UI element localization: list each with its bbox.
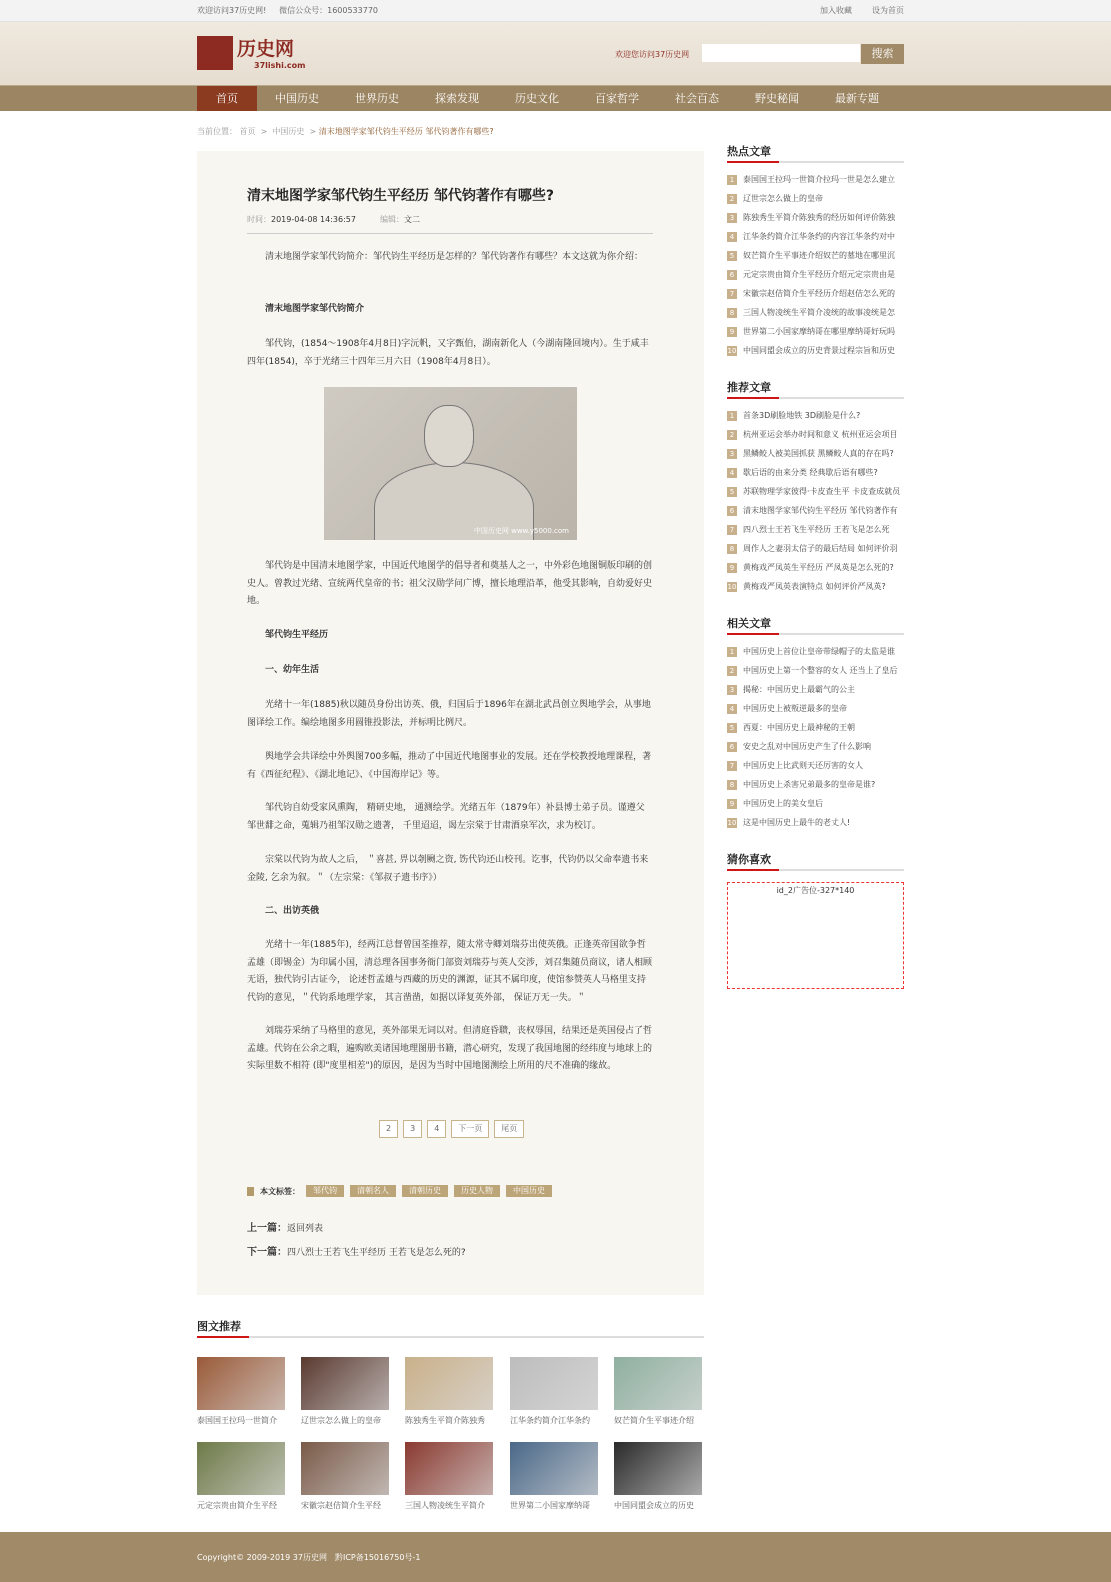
gallery-item[interactable]: [614, 1442, 702, 1511]
list-item[interactable]: [727, 410, 904, 429]
article-list: [727, 410, 904, 600]
tag-link[interactable]: 中国历史: [506, 1185, 552, 1197]
paragraph: 舆地学会共译绘中外舆图700多幅，推动了中国近代地图事业的发展。还在学校教授地理课程，著有《西征纪程》、《湖北地记》、《中国海岸记》等。: [247, 752, 652, 780]
rank-badge: 3: [727, 685, 737, 695]
article: [197, 151, 704, 1295]
nav-item[interactable]: 社会百态: [675, 92, 719, 105]
list-item[interactable]: [727, 543, 904, 562]
tag-link[interactable]: 清朝名人: [350, 1185, 396, 1197]
gallery-thumbnail[interactable]: [301, 1442, 389, 1495]
list-item-title[interactable]: 苏联物理学家彼得·卡皮查生平 卡皮查成就员: [743, 487, 901, 496]
rank-badge: 3: [727, 449, 737, 459]
gallery-thumbnail[interactable]: [614, 1442, 702, 1495]
rank-badge: 9: [727, 327, 737, 337]
list-item[interactable]: [727, 231, 904, 250]
copyright-text: Copyright© 2009-2019 37历史网 黔ICP备15016750号-1: [197, 1553, 421, 1562]
section-heading: 邹代钧生平经历: [265, 630, 329, 640]
list-item[interactable]: [727, 345, 904, 364]
section-heading: 一、幼年生活: [265, 665, 320, 675]
wechat-text: 微信公众号：1600533770: [279, 6, 379, 15]
list-item-title[interactable]: 黑鳞鲛人被美国抓获 黑鳞鲛人真的存在吗?: [743, 449, 894, 458]
gallery-thumbnail[interactable]: [405, 1442, 493, 1495]
nav-item[interactable]: 中国历史: [275, 92, 319, 105]
sidebar-section: [727, 615, 904, 836]
rank-badge: 4: [727, 232, 737, 242]
sidebar-section: [727, 379, 904, 600]
gallery-caption[interactable]: 辽世宗怎么做上的皇帝: [301, 1416, 381, 1425]
rank-badge: 5: [727, 251, 737, 261]
nav-item[interactable]: 首页: [197, 86, 257, 111]
gallery-item[interactable]: [510, 1442, 598, 1511]
list-item[interactable]: [727, 193, 904, 212]
guess-you-like: [727, 851, 904, 989]
rank-badge: 1: [727, 411, 737, 421]
sidebar-heading: 猜你喜欢: [727, 851, 904, 871]
gallery-thumbnail[interactable]: [614, 1357, 702, 1410]
gallery-thumbnail[interactable]: [405, 1357, 493, 1410]
list-item-title[interactable]: 歇后语的由来分类 经典歇后语有哪些?: [743, 468, 878, 477]
rank-badge: 4: [727, 468, 737, 478]
list-item[interactable]: [727, 250, 904, 269]
rank-badge: 8: [727, 544, 737, 554]
rank-badge: 7: [727, 525, 737, 535]
list-item[interactable]: [727, 486, 904, 505]
great-wall-logo-icon: [197, 36, 233, 70]
paragraph: 宗棠以代钧为故人之后， ＂喜甚, 畀以剞劂之资, 饬代钧还山校刊。讫事，代钧仍以父命奉遗书来金陵, 乞余为叙。＂（左宗棠：《邹叔子遗书序》）: [247, 855, 649, 883]
paragraph: 刘瑞芬采纳了马格里的意见，英外部果无词以对。但清庭昏聩，丧权辱国，结果还是英国侵占了哲孟雄。代钧在公余之暇，遍购欧美诸国地理图册书籍，潜心研究，发现了我国地图的经纬度与地球上的实际里数不相符 (即"度里相差")的原因，是因为当时中国地图测绘上所用的尺不准确的缘故。: [247, 1026, 653, 1071]
gallery-caption[interactable]: 泰国国王拉玛一世简介: [197, 1416, 277, 1425]
nav-item[interactable]: 探索发现: [435, 92, 479, 105]
list-item-title[interactable]: 辽世宗怎么做上的皇帝: [743, 194, 823, 203]
rank-badge: 9: [727, 563, 737, 573]
gallery-caption[interactable]: 世界第二小国家摩纳哥: [510, 1501, 590, 1510]
rank-badge: 9: [727, 799, 737, 809]
logo-text: 历史网: [237, 38, 295, 60]
nav-item[interactable]: 百家哲学: [595, 92, 639, 105]
sidebar-heading: 热点文章: [727, 143, 904, 163]
welcome-text: 欢迎访问37历史网!: [197, 6, 267, 15]
list-item[interactable]: [727, 741, 904, 760]
gallery-caption[interactable]: 宋徽宗赵佶简介生平经: [301, 1501, 381, 1510]
rank-badge: 8: [727, 308, 737, 318]
rank-badge: 8: [727, 780, 737, 790]
list-item-title[interactable]: 这是中国历史上最牛的老丈人!: [743, 818, 851, 827]
list-item[interactable]: [727, 174, 904, 193]
list-item-title[interactable]: 宋徽宗赵佶简介生平经历介绍赵佶怎么死的: [743, 289, 895, 298]
rank-badge: 1: [727, 175, 737, 185]
header: [0, 22, 1111, 85]
rank-badge: 6: [727, 270, 737, 280]
tag-link[interactable]: 清朝历史: [402, 1185, 448, 1197]
list-item-title[interactable]: 奴芒简介生平事迹介绍奴芒的墓地在哪里沉: [743, 251, 895, 260]
rank-badge: 6: [727, 742, 737, 752]
list-item-title[interactable]: 江华条约简介江华条约的内容江华条约对中: [743, 232, 895, 241]
paragraph: 光绪十一年(1885年)，经两江总督曾国荃推荐，随太常寺卿刘瑞芬出使英俄。正逢英帝国欲争哲孟雄（即锡金）为印属小国，清总理各国事务衙门部资刘瑞芬与英人交涉，刘召集随员商议，诸人相顾无语，独代钧引古证今， 论述哲孟雄与西藏的历史的渊源，证其不属印度，使馆参赞英人马格里支持代钧的意见，＂代钧系地理学家， 其言凿凿，如据以译复英外部， 保证万无一失。＂: [247, 940, 653, 1003]
list-item-title[interactable]: 首条3D刷脸地铁 3D刷脸是什么?: [743, 411, 861, 420]
gallery-item[interactable]: [614, 1357, 702, 1426]
list-item[interactable]: [727, 646, 904, 665]
list-item-title[interactable]: 陈独秀生平简介陈独秀的经历如何评价陈独: [743, 213, 895, 222]
list-item-title[interactable]: 中国历史上被叛逆最多的皇帝: [743, 704, 847, 713]
paragraph: 邹代钧是中国清末地图学家，中国近代地图学的倡导者和奠基人之一，中外彩色地图铜版印刷的创史人。曾教过光绪、宣统两代皇帝的书；祖父汉勋学问广博，擅长地理沿革，他受其影响，自幼爱好史地。: [247, 561, 653, 606]
list-item-title[interactable]: 中国历史上首位让皇帝带绿帽子的太监是谁: [743, 647, 895, 656]
page-link[interactable]: 尾页: [494, 1120, 524, 1138]
list-item-title[interactable]: 黄梅戏严凤英表演特点 如何评价严凤英?: [743, 582, 886, 591]
list-item[interactable]: [727, 562, 904, 581]
gallery-heading: 图文推荐: [197, 1318, 704, 1338]
gallery-thumbnail[interactable]: [510, 1357, 598, 1410]
search-button[interactable]: 搜索: [861, 44, 904, 64]
paragraph: 光绪十一年(1885)秋以随员身份出访英、俄，归国后于1896年在湖北武昌创立舆地学会，从事地图译绘工作。编绘地图多用圆锥投影法，并标明比例尺。: [247, 700, 651, 728]
section-heading: 二、出访英俄: [265, 906, 320, 916]
list-item[interactable]: [727, 269, 904, 288]
gallery-caption[interactable]: 元定宗贵由简介生平经: [197, 1501, 277, 1510]
rank-badge: 10: [727, 583, 737, 591]
list-item[interactable]: [727, 288, 904, 307]
list-item-title[interactable]: 元定宗贵由简介生平经历介绍元定宗贵由是: [743, 270, 895, 279]
list-item-title[interactable]: 杭州亚运会举办时间和意义 杭州亚运会项目: [743, 430, 898, 439]
list-item[interactable]: [727, 665, 904, 684]
list-item-title[interactable]: 中国历史上第一个整容的女人 还当上了皇后: [743, 666, 898, 675]
gallery-item[interactable]: [510, 1357, 598, 1426]
breadcrumb-current: 清末地图学家邹代钧生平经历 邹代钧著作有哪些?: [318, 127, 494, 136]
sidebar-heading: 推荐文章: [727, 379, 904, 399]
list-item-title[interactable]: 三国人物凌统生平简介凌统的故事凌统是怎: [743, 308, 895, 317]
nav-item[interactable]: 最新专题: [835, 92, 879, 105]
gallery-item[interactable]: [301, 1357, 389, 1426]
prev-article: [247, 1219, 323, 1234]
logo-url: 37lishi.com: [254, 61, 306, 70]
gallery-caption[interactable]: 中国同盟会成立的历史: [614, 1501, 694, 1510]
rank-badge: 2: [727, 194, 737, 204]
editor-name: 文二: [403, 215, 420, 224]
next-link[interactable]: 四八烈士王若飞生平经历 王若飞是怎么死的?: [287, 1248, 466, 1258]
header-welcome: 欢迎您访问37历史网: [615, 50, 690, 59]
breadcrumb: [197, 126, 494, 137]
article-list: [727, 174, 904, 364]
footer: [0, 1532, 1111, 1582]
rank-badge: 10: [727, 819, 737, 827]
rank-badge: 5: [727, 723, 737, 733]
list-item[interactable]: [727, 581, 904, 600]
list-item[interactable]: [727, 798, 904, 817]
rank-badge: 3: [727, 213, 737, 223]
tag-link[interactable]: 邹代钧: [306, 1185, 344, 1197]
gallery-item[interactable]: [301, 1442, 389, 1511]
page-link[interactable]: 3: [403, 1120, 422, 1138]
breadcrumb-label: 当前位置：: [197, 127, 237, 136]
breadcrumb-sep: >: [260, 127, 268, 136]
article-list: [727, 646, 904, 836]
page-link[interactable]: 2: [379, 1120, 398, 1138]
list-item[interactable]: [727, 505, 904, 524]
main-nav: [0, 85, 1111, 111]
list-item-title[interactable]: 四八烈士王若飞生平经历 王若飞是怎么死: [743, 525, 890, 534]
gallery-item[interactable]: [197, 1442, 285, 1511]
bookmark-link[interactable]: 加入收藏: [820, 6, 852, 15]
list-item-title[interactable]: 中国历史上杀害兄弟最多的皇帝是谁?: [743, 780, 876, 789]
section-heading: 清末地图学家邹代钧简介: [265, 304, 365, 314]
rank-badge: 1: [727, 647, 737, 657]
list-item[interactable]: [727, 326, 904, 345]
paragraph: 邹代钧，(1854～1908年4月8日)字沅帆，又字甄伯，湖南新化人（今湖南隆回境内）。生于咸丰四年(1854)，卒于光绪三十四年三月六日（1908年4月8日）。: [247, 339, 649, 367]
gallery-caption[interactable]: 三国人物凌统生平简介: [405, 1501, 485, 1510]
list-item[interactable]: [727, 307, 904, 326]
paragraph: 邹代钧自幼受家风熏陶， 精研史地， 通测绘学。光绪五年（1879年）补县博士弟子员。谨遵父邹世馡之命，蒐辑乃祖邹汉勋之遗著， 千里迢迢，谒左宗棠于甘肃酒泉军次，求为校订。: [247, 803, 645, 831]
list-item-title[interactable]: 揭秘：中国历史上最霸气的公主: [743, 685, 855, 694]
page-link[interactable]: 4: [427, 1120, 446, 1138]
set-homepage-link[interactable]: 设为首页: [872, 6, 904, 15]
gallery-caption[interactable]: 陈独秀生平简介陈独秀: [405, 1416, 485, 1425]
portrait-image: [324, 387, 577, 540]
list-item[interactable]: [727, 467, 904, 486]
search-input[interactable]: [702, 44, 860, 62]
list-item[interactable]: [727, 817, 904, 836]
paragraph: 清末地图学家邹代钧简介：邹代钧生平经历是怎样的？邹代钧著作有哪些？本文这就为你介绍：: [265, 252, 644, 262]
rank-badge: 10: [727, 347, 737, 355]
rank-badge: 2: [727, 430, 737, 440]
tags-label: 本文标签：: [260, 1186, 300, 1196]
rank-badge: 7: [727, 761, 737, 771]
gallery-thumbnail[interactable]: [197, 1442, 285, 1495]
list-item-title[interactable]: 周作人之妻羽太信子的最后结局 如何评价羽: [743, 544, 898, 553]
gallery-item[interactable]: [197, 1357, 285, 1426]
list-item-title[interactable]: 安史之乱对中国历史产生了什么影响: [743, 742, 871, 751]
top-bar: [0, 0, 1111, 22]
rank-badge: 5: [727, 487, 737, 497]
nav-item[interactable]: 野史秘闻: [755, 92, 799, 105]
list-item-title[interactable]: 中国同盟会成立的历史背景过程宗旨和历史: [743, 346, 895, 355]
gallery-caption[interactable]: 奴芒简介生平事迹介绍: [614, 1416, 694, 1425]
publish-time: 2019-04-08 14:36:57: [271, 215, 356, 224]
article-tags: [247, 1185, 552, 1197]
sidebar-section: [727, 143, 904, 364]
gallery-item[interactable]: [405, 1442, 493, 1511]
list-item[interactable]: [727, 722, 904, 741]
list-item-title[interactable]: 泰国国王拉玛一世简介拉玛一世是怎么建立: [743, 175, 895, 184]
bookmark-icon: [247, 1187, 254, 1196]
breadcrumb-sep: >: [309, 127, 317, 136]
sidebar-heading: 相关文章: [727, 615, 904, 635]
rank-badge: 4: [727, 704, 737, 714]
breadcrumb-category[interactable]: 中国历史: [272, 127, 305, 136]
gallery-thumbnail[interactable]: [301, 1357, 389, 1410]
list-item-title[interactable]: 清末地图学家邹代钧生平经历 邹代钧著作有: [743, 506, 898, 515]
list-item[interactable]: [727, 760, 904, 779]
list-item-title[interactable]: 中国历史上的美女皇后: [743, 799, 823, 808]
ad-slot[interactable]: id_2广告位-327*140: [727, 882, 904, 989]
editor-label: 编辑：: [379, 215, 404, 224]
breadcrumb-home[interactable]: 首页: [239, 127, 256, 136]
next-label: 下一篇：: [247, 1247, 287, 1258]
list-item[interactable]: [727, 212, 904, 231]
prev-link[interactable]: 返回列表: [287, 1224, 324, 1234]
list-item-title[interactable]: 世界第二小国家摩纳哥在哪里摩纳哥好玩吗: [743, 327, 895, 336]
list-item[interactable]: [727, 448, 904, 467]
list-item[interactable]: [727, 524, 904, 543]
image-recommendations: [197, 1318, 704, 1510]
gallery-caption[interactable]: 江华条约简介江华条约: [510, 1416, 590, 1425]
list-item[interactable]: [727, 703, 904, 722]
gallery-item[interactable]: [405, 1357, 493, 1426]
article-title: 清末地图学家邹代钧生平经历 邹代钧著作有哪些?: [247, 188, 554, 204]
site-logo[interactable]: [197, 34, 317, 74]
article-meta: [247, 214, 653, 234]
list-item-title[interactable]: 黄梅戏严凤英生平经历 严凤英是怎么死的?: [743, 563, 894, 572]
image-watermark: 中国历史网 www.y5000.com: [473, 527, 569, 535]
list-item[interactable]: [727, 429, 904, 448]
gallery-thumbnail[interactable]: [197, 1357, 285, 1410]
time-label: 时间：: [247, 215, 271, 224]
next-article: [247, 1243, 466, 1258]
rank-badge: 7: [727, 289, 737, 299]
prev-label: 上一篇：: [247, 1223, 287, 1234]
rank-badge: 6: [727, 506, 737, 516]
list-item-title[interactable]: 中国历史上比武则天还厉害的女人: [743, 761, 863, 770]
pagination: [379, 1120, 524, 1138]
page-link[interactable]: 下一页: [451, 1120, 489, 1138]
rank-badge: 2: [727, 666, 737, 676]
list-item[interactable]: [727, 684, 904, 703]
list-item-title[interactable]: 西夏：中国历史上最神秘的王朝: [743, 723, 855, 732]
nav-item[interactable]: 历史文化: [515, 92, 559, 105]
tag-link[interactable]: 历史人物: [454, 1185, 500, 1197]
nav-item[interactable]: 世界历史: [355, 92, 399, 105]
gallery-thumbnail[interactable]: [510, 1442, 598, 1495]
list-item[interactable]: [727, 779, 904, 798]
